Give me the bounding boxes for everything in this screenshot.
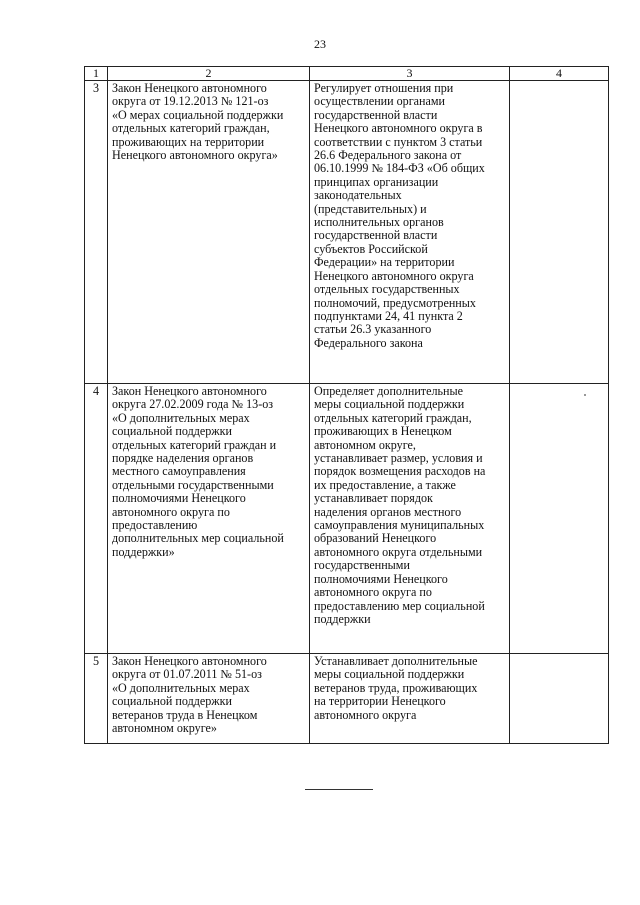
description-line: 26.6 Федерального закона от [314, 148, 462, 163]
description-line: субъектов Российской [314, 241, 428, 256]
law-line: «О мерах социальной поддержки [112, 107, 284, 122]
page-number: 23 [314, 37, 326, 51]
description-line: автономном округе, [314, 437, 416, 452]
law-line: местного самоуправления [112, 464, 246, 479]
description-line: предоставлению мер социальной [314, 598, 485, 613]
law-line: округа 27.02.2009 года № 13-оз [112, 397, 274, 412]
description-line: Определяет дополнительные [314, 384, 463, 398]
laws-table [84, 66, 609, 744]
description-line: порядок возмещения расходов на [314, 464, 486, 479]
law-line: дополнительных мер социальной [112, 531, 284, 546]
law-line: проживающих на территории [112, 134, 265, 149]
description-line: Регулирует отношения при [314, 81, 454, 95]
table-row [85, 654, 609, 744]
law-line: отдельных категорий граждан, [112, 121, 270, 136]
row-number: 5 [85, 654, 108, 744]
law-line: автономного округа по [112, 504, 230, 519]
description-line: Федерального закона [314, 335, 423, 350]
law-line: социальной поддержки [112, 424, 232, 439]
header-col-2: 2 [108, 67, 310, 81]
row-number: 3 [85, 81, 108, 384]
description-line: устанавливает размер, условия и [314, 451, 483, 466]
description-line: соответствии с пунктом 3 статьи [314, 134, 483, 149]
description-line: ветеранов труда, проживающих [314, 680, 478, 695]
description-line: Ненецкого автономного округа [314, 268, 474, 283]
law-line: полномочиями Ненецкого [112, 491, 246, 506]
description-line: автономного округа отдельными [314, 544, 483, 559]
description-line: наделения органов местного [314, 504, 462, 519]
description-line: принципах организации [314, 174, 439, 189]
description-line: автономного округа по [314, 585, 432, 600]
description-line: отдельных категорий граждан, [314, 410, 472, 425]
law-line: округа от 01.07.2011 № 51-оз [112, 667, 262, 682]
description-line: полномочий, предусмотренных [314, 295, 476, 310]
description-line: меры социальной поддержки [314, 397, 465, 412]
law-line: Закон Ненецкого автономного [112, 81, 267, 95]
law-line: предоставлению [112, 518, 198, 533]
description-line: осуществлении органами [314, 94, 446, 109]
header-col-3: 3 [310, 67, 510, 81]
header-col-1: 1 [85, 67, 108, 81]
description-line: самоуправления муниципальных [314, 518, 485, 533]
description-line: (представительных) и [314, 201, 427, 216]
description-line: государственной власти [314, 107, 438, 122]
notes-cell [510, 81, 609, 384]
description-line: на территории Ненецкого [314, 694, 446, 709]
law-line: ветеранов труда в Ненецком [112, 707, 258, 722]
row-number: 4 [85, 384, 108, 654]
law-line: Ненецкого автономного округа» [112, 148, 278, 163]
description-line: 06.10.1999 № 184-ФЗ «Об общих [314, 161, 485, 176]
description-line: законодательных [314, 188, 402, 203]
description-line: проживающих в Ненецком [314, 424, 452, 439]
law-line: «О дополнительных мерах [112, 680, 250, 695]
law-line: социальной поддержки [112, 694, 232, 709]
law-description-cell [310, 81, 510, 384]
table-row [85, 384, 609, 654]
law-description-cell [310, 654, 510, 744]
description-line: устанавливает порядок [314, 491, 433, 506]
description-line: их предоставление, а также [314, 477, 456, 492]
description-line: автономного округа [314, 707, 417, 722]
description-line: исполнительных органов [314, 215, 444, 230]
scan-speck [584, 394, 586, 396]
law-line: Закон Ненецкого автономного [112, 384, 267, 398]
law-title-cell [108, 654, 310, 744]
notes-cell [510, 654, 609, 744]
law-line: «О дополнительных мерах [112, 410, 250, 425]
law-line: порядке наделения органов [112, 451, 254, 466]
table-row [85, 81, 609, 384]
description-line: государственной власти [314, 228, 438, 243]
table-header-row [85, 67, 609, 81]
footer-separator-line [305, 789, 373, 790]
description-line: полномочиями Ненецкого [314, 571, 448, 586]
law-description-cell [310, 384, 510, 654]
law-title-cell [108, 81, 310, 384]
description-line: подпунктами 24, 41 пункта 2 [314, 308, 463, 323]
description-line: статьи 26.3 указанного [314, 322, 432, 337]
law-line: округа от 19.12.2013 № 121-оз [112, 94, 269, 109]
law-line: поддержки» [112, 544, 175, 559]
law-line: отдельными государственными [112, 477, 274, 492]
description-line: государственными [314, 558, 410, 573]
notes-cell [510, 384, 609, 654]
law-line: Закон Ненецкого автономного [112, 654, 267, 668]
description-line: поддержки [314, 611, 371, 626]
law-line: отдельных категорий граждан и [112, 437, 277, 452]
description-line: Устанавливает дополнительные [314, 654, 478, 668]
description-line: Федерации» на территории [314, 255, 455, 270]
header-col-4: 4 [510, 67, 609, 81]
law-line: автономном округе» [112, 721, 217, 736]
description-line: Ненецкого автономного округа в [314, 121, 483, 136]
description-line: образований Ненецкого [314, 531, 437, 546]
description-line: отдельных государственных [314, 282, 460, 297]
description-line: меры социальной поддержки [314, 667, 465, 682]
law-title-cell [108, 384, 310, 654]
